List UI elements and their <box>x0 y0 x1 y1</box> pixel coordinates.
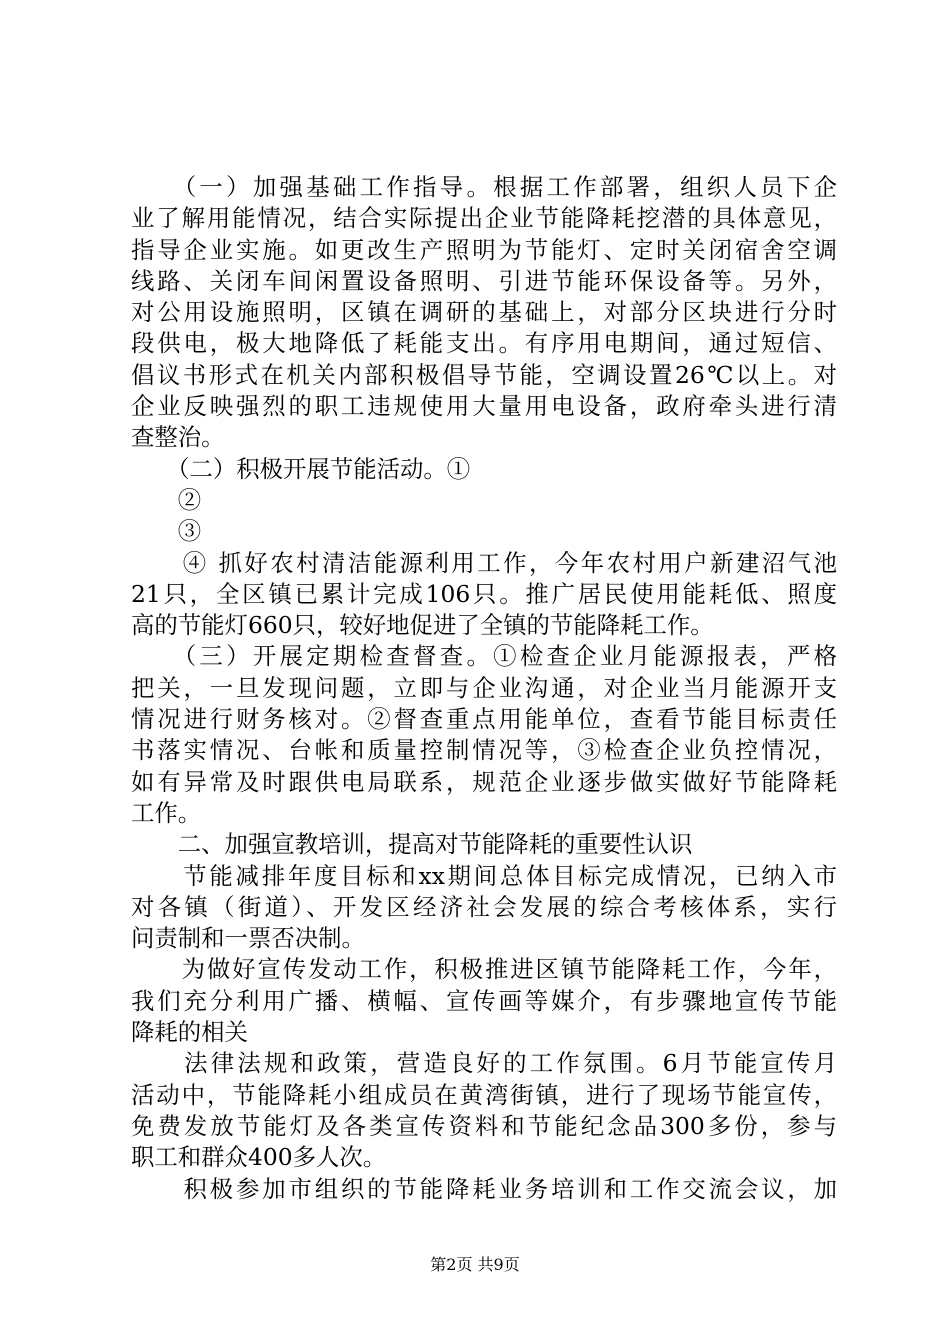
text-line: ② <box>131 485 202 514</box>
section-heading: 二、加强宣教培训，提高对节能降耗的重要性认识 <box>131 830 693 859</box>
text-line: （三）开展定期检查督查。①检查企业月能源报表，严格 <box>131 642 837 671</box>
text-line: 节能减排年度目标和xx期间总体目标完成情况，已纳入市 <box>131 861 837 890</box>
text-line: 情况进行财务核对。②督查重点用能单位，查看节能目标责任 <box>131 705 837 734</box>
text-line: 工作。 <box>131 798 202 827</box>
text-line: 问责制和一票否决制。 <box>131 924 365 953</box>
text-line: 高的节能灯660只，较好地促进了全镇的节能降耗工作。 <box>131 611 714 640</box>
text-line: 法律法规和政策，营造良好的工作氛围。6月节能宣传月 <box>131 1049 837 1078</box>
text-line: 对各镇（街道）、开发区经济社会发展的综合考核体系，实行 <box>131 892 837 921</box>
text-line: 为做好宣传发动工作，积极推进区镇节能降耗工作，今年， <box>131 955 837 984</box>
text-line: 职工和群众400多人次。 <box>131 1143 387 1172</box>
text-line: （二）积极开展节能活动。① <box>131 454 471 483</box>
text-line: 业了解用能情况，结合实际提出企业节能降耗挖潜的具体意见， <box>131 204 837 233</box>
text-line: 倡议书形式在机关内部积极倡导节能，空调设置26℃以上。对 <box>131 360 837 389</box>
text-line: 积极参加市组织的节能降耗业务培训和工作交流会议，加 <box>131 1174 837 1203</box>
text-line: 如有异常及时跟供电局联系，规范企业逐步做实做好节能降耗 <box>131 767 837 796</box>
text-line: 段供电，极大地降低了耗能支出。有序用电期间，通过短信、 <box>131 329 837 358</box>
text-line: 降耗的相关 <box>131 1018 248 1047</box>
text-line: 企业反映强烈的职工违规使用大量用电设备，政府牵头进行清 <box>131 392 837 421</box>
text-line: 我们充分利用广播、横幅、宣传画等媒介，有步骤地宣传节能 <box>131 986 837 1015</box>
text-line: 指导企业实施。如更改生产照明为节能灯、定时关闭宿舍空调 <box>131 235 837 264</box>
text-line: 线路、关闭车间闲置设备照明、引进节能环保设备等。另外， <box>131 266 837 295</box>
text-line: （一）加强基础工作指导。根据工作部署，组织人员下企 <box>131 173 837 201</box>
text-line: ④ 抓好农村清洁能源利用工作，今年农村用户新建沼气池 <box>131 548 837 577</box>
text-line: 21只，全区镇已累计完成106只。推广居民使用能耗低、照度 <box>131 579 837 608</box>
text-line: ③ <box>131 517 202 546</box>
text-line: 查整治。 <box>131 423 225 452</box>
text-line: 活动中，节能降耗小组成员在黄湾街镇，进行了现场节能宣传， <box>131 1080 837 1109</box>
text-line: 对公用设施照明，区镇在调研的基础上，对部分区块进行分时 <box>131 298 837 327</box>
text-line: 免费发放节能灯及各类宣传资料和节能纪念品300多份，参与 <box>131 1111 837 1140</box>
body-text <box>131 172 837 1205</box>
text-line: 把关，一旦发现问题，立即与企业沟通，对企业当月能源开支 <box>131 673 837 702</box>
page-footer: 第2页 共9页 <box>430 1255 520 1274</box>
text-line: 书落实情况、台帐和质量控制情况等，③检查企业负控情况， <box>131 736 837 765</box>
